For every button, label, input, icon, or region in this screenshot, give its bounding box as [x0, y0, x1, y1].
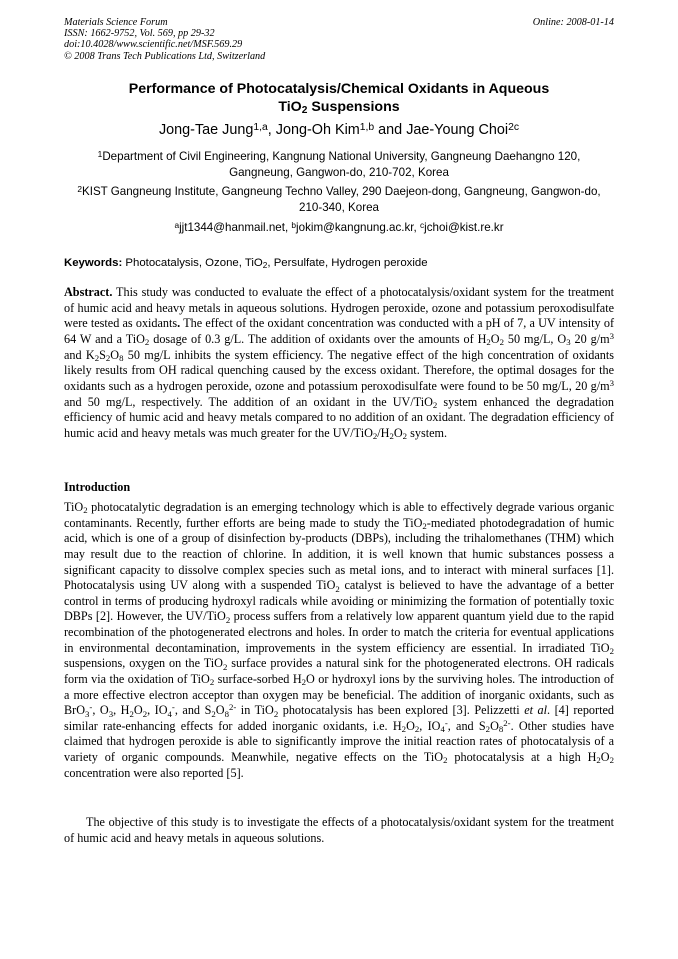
intro-paragraph-2: The objective of this study is to investigate the effects of a photocatalysis/oxidant system for the treatment of humic acid and heavy metals in aqueous solutions. [64, 815, 614, 845]
journal-name: Materials Science Forum [64, 17, 168, 28]
author-name: Jae-Young Choi [406, 122, 509, 138]
email-link[interactable]: jokim@kangnung.ac.kr [296, 221, 414, 234]
abstract-label: Abstract. [64, 285, 113, 299]
email-link[interactable]: jjt1344@hanmail.net [179, 221, 285, 234]
online-date: Online: 2008-01-14 [532, 17, 614, 28]
author-emails: $^a$jjt1344@hanmail.net, $^b$jokim@kangnung.ac.kr, $^c$jchoi@kist.re.kr [174, 219, 504, 234]
author-name: Jong-Tae Jung [158, 122, 254, 138]
affiliation-1: $^1$Department of Civil Engineering, Kangnung National University, Gangneung Daehangno 120, Gangneung, Gangwon-do, 210-702, Korea [97, 148, 581, 179]
title-line-2: TiO$_2$ Suspensions [278, 98, 400, 117]
section-heading: Introduction [64, 480, 131, 494]
copyright-line: © 2008 Trans Tech Publications Ltd, Switzerland [64, 50, 266, 62]
author-name: Jong-Oh Kim [275, 122, 360, 138]
affiliation-2: $^2$KIST Gangneung Institute, Gangneung Techno Valley, 290 Daejeon-dong, Gangneung, Gangwon-do, 210-340, Korea [77, 183, 601, 214]
doi-line: doi:10.4028/www.scientific.net/MSF.569.29 [64, 39, 243, 51]
abstract-paragraph: Abstract. This study was conducted to evaluate the effect of a photocatalysis/oxidant system for the treatment of humic acid and heavy metals in aqueous solutions. Hydrogen peroxide, ozone and potassium peroxodisulfate were tested as oxidants. The effect of the oxidant concentration was conducted with a pH of 7, a UV intensity of 64 W and a TiO$_2$ dosage of 0.3 g/L. The addition of oxidants over the amounts of $H_2O_2$ 50 mg/L, $O_3$ 20 $g/m^3$ and $K_2S_2O_8$ 50 mg/L inhibits the system efficiency. The negative effect of the high concentration of oxidants likely results from OH radical quenching caused by the excess oxidant. Therefore, the optimal dosages for the oxidants such as a hydrogen peroxide, ozone and potassium peroxodisulfate were found to be 50 mg/L, 20 $g/m^3$ and 50 mg/L, respectively. The addition of an oxidant in the UV/TiO$_2$ system enhanced the degradation efficiency of humic acid and heavy metals compared to no addition of an oxidant. The degradation efficiency of humic acid and heavy metals was much greater for the $UV/TiO_2/H_2O_2$ system. [64, 285, 615, 442]
paper-title [64, 81, 614, 116]
keywords-label: Keywords: [64, 257, 123, 269]
title-line-1: Performance of Photocatalysis/Chemical Oxidants in Aqueous [128, 81, 550, 97]
email-link[interactable]: jchoi@kist.re.kr [424, 221, 504, 234]
intro-paragraph-1: TiO$_2$ photocatalytic degradation is an emerging technology which is able to effectively degrade various organic contaminants. Recently, further efforts are being made to study the TiO$_2$-mediated photodegradation of humic acid, which is one of a group of disinfection by-products (DBPs), including the trihalomethanes (THM) which may result due to the reaction of chlorine. In addition, it is well known that humic substances possess a significant capacity to dissolve complex species such as metal ions, and to interact with mineral surfaces [1]. Photocatalysis using UV along with a suspended TiO$_2$ catalyst is believed to have the advantage of a better control in terms of producing hydroxyl radicals while avoiding or minimizing the formation of potentially toxic DBPs [2]. However, the UV/TiO$_2$ process suffers from a relatively low apparent quantum yield due to the rapid recombination of the photogenerated electrons and holes. In order to match the criteria for eventual applications in environmental decontamination, improvements in the system efficiency are essential. In irradiated TiO$_2$ suspensions, oxygen on the TiO$_2$ surface provides a natural sink for the photogenerated electrons. OH radicals form via the oxidation of TiO$_2$ surface-sorbed $H_2O$ or hydroxyl ions by the surviving holes. The introduction of a more effective electron acceptor than oxygen may be beneficial. The addition of inorganic oxidants, such as BrO$_3$-, $O_3$, $H_2O_2$, $IO_4^-$, and $S_2O_8^{2-}$ in TiO$_2$ photocatalysis has been explored [3]. Pelizzetti et al. [4] reported similar rate-enhancing effects for added inorganic oxidants, i.e. $H_2O_2$, $IO_4^-$, and $S_2O_8^{2-}$. Other studies have claimed that hydrogen peroxide is able to significantly improve the initial reaction rates of photocatalysis of a variety of organic compounds. Meanwhile, negative effects on the TiO$_2$ photocatalysis at a high $H_2O_2$ concentration were also reported [5]. [64, 500, 614, 780]
journal-header [64, 17, 614, 62]
issn-line: ISSN: 1662-9752, Vol. 569, pp 29-32 [64, 28, 215, 40]
keywords: Keywords: Photocatalysis, Ozone, TiO$_2$, Persulfate, Hydrogen peroxide [64, 257, 428, 271]
author-list: Jong-Tae Jung$^{1,a}$, Jong-Oh Kim$^{1,b}$ and Jae-Young Choi$^{2c}$ [158, 121, 520, 138]
